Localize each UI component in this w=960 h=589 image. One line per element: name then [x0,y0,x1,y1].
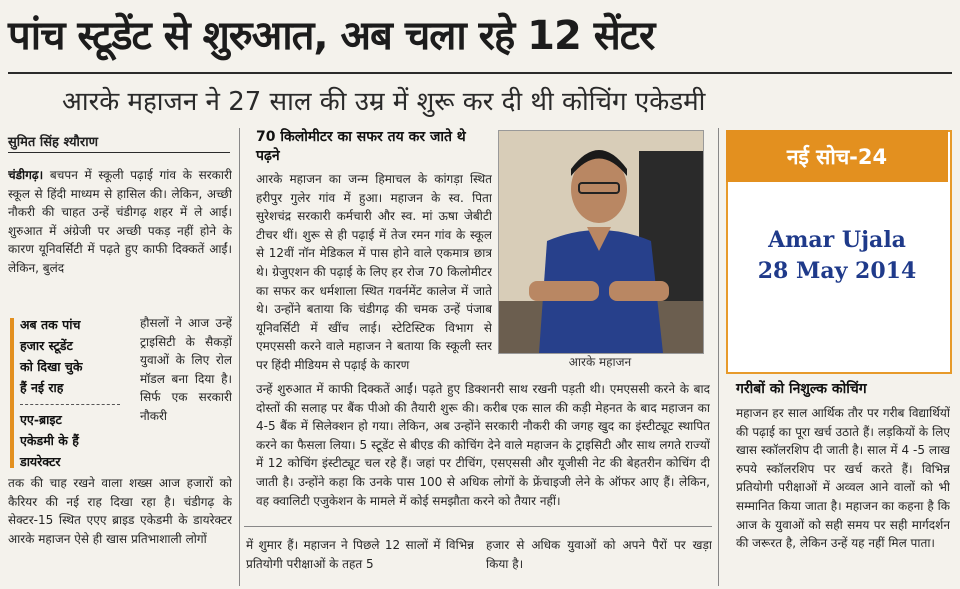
bottom-text-2: हजार से अधिक युवाओं को अपने पैरों पर खड़ा किया है। [486,538,712,571]
source-stamp [728,225,946,287]
section-rule [244,526,712,527]
col1-text: बचपन में स्कूली पढ़ाई गांव के सरकारी स्कूल से हिंदी माध्यम से हासिल की। लेकिन, अच्छी नौकरी की चाहत उन्हें चंडीगढ़ शहर में ले आई। शुरुआत में अंग्रेजी पर अच्छी पकड़ नहीं होने के कारण यूनिवर्सिटी में पढ़ते हुए काफी दिक्कतें आईं। लेकिन, बुलंद [8,168,232,275]
pullquote-line: एकेडमी के हैं [20,433,79,448]
pullquote [20,314,124,472]
pullquote-line: डायरेक्टर [20,454,61,469]
portrait-photo [498,130,704,354]
col2-text: आरके महाजन का जन्म हिमाचल के कांगड़ा स्थित हरीपुर गुलेर गांव में हुआ। महाजन के स्व. पिता सुरेशचंद्र सरकारी कर्मचारी और स्व. मां ऊषा जेबीटी टीचर थीं। शुरू से ही पढ़ाई में तेज रमन गांव के स्कूल से 12वीं नॉन मेडिकल में पास होने वाले एकमात्र छात्र थे। ग्रेजुएशन की पढ़ाई के लिए हर रोज 70 किलोमीटर का सफर कर धर्मशाला स्थित गवर्नमेंट कालेज में जाते थे। उन्होंने बताया कि चंडीगढ़ की चमक उन्हें पंजाब यूनिवर्सिटी में खींच लाई। स्टेटिस्टिक विभाग से एमएससी करने वाले महाजन ने बताया कि स्कूली स्तर पर हिंदी मीडियम से पढ़ाई के कारण [256,172,492,372]
column-rule [239,128,240,586]
photo-caption: आरके महाजन [568,355,632,369]
headline-rule [8,72,952,74]
pullquote-line: एए-ब्राइट [20,412,62,427]
col2-subhead: 70 किलोमीटर का सफर तय कर जाते थे पढ़ने [256,129,466,164]
series-label: नई सोच-24 [726,130,948,182]
source-date: 28 May 2014 [757,258,917,284]
col1-para2: तक की चाह रखने वाला शख्स आज हजारों को कैरियर की नई राह दिखा रहा है। चंडीगढ़ के सेक्टर-15 स्थित एएए ब्राइड एकेडमी के डायरेक्टर आरके महाजन ऐसे ही खास प्रतिभाशाली लोगों [8,476,232,546]
column-rule [718,128,719,586]
col1-side-text: हौसलों ने आज उन्हें ट्राइसिटी के सैकड़ों युवाओं के लिए रोल मॉडल बना दिया है। सिर्फ एक सरकारी नौकरी [140,316,232,423]
byline-rule [8,152,230,153]
headline: पांच स्टूडेंट से शुरुआत, अब चला रहे 12 सेंटर [8,13,655,59]
pullquote-line: हैं नई राह [20,380,64,395]
pullquote-line: हजार स्टूडेंट [20,338,73,353]
pullquote-bar [10,318,14,468]
bottom-text-1: में शुमार हैं। महाजन ने पिछले 12 सालों में विभिन्न प्रतियोगी परीक्षाओं के तहत 5 [246,538,474,571]
pullquote-line: अब तक पांच [20,317,81,332]
col1-para1 [8,166,232,306]
col4-text: महाजन हर साल आर्थिक तौर पर गरीब विद्यार्थियों की पढ़ाई का पूरा खर्च उठाते हैं। लड़कियों के लिए खास स्कॉलरशिप दी जाती है। साल में 4 -5 लाख रुपये स्कॉलरशिप पर खर्च करते हैं। विभिन्न प्रतियोगी परीक्षाओं में अव्वल आने वालों को भी सम्मानित किया जाता है। महाजन का कहना है कि आज के युवाओं को सही समय पर सही मार्गदर्शन की जरूरत है, लेकिन उन्हें यह नहीं मिल पाता। [736,406,950,551]
wide-text: उन्हें शुरुआत में काफी दिक्कतें आईं। पढ़ते हुए डिक्शनरी साथ रखनी पड़ती थी। एमएससी करने के बाद दोस्तों की सलाह पर बैंक पीओ की तैयारी शुरू की। करीब एक साल की कड़ी मेहनत के बाद महाजन का 4-5 बैंक में सिलेक्शन हो गया। लेकिन, अब उन्होंने सरकारी नौकरी की जगह खुद का इंस्टीट्यूट स्थापित करने का फैसला लिया। 5 स्टूडेंट से बीएड की कोचिंग देने वाले महाजन के ट्राइसिटी और साथ लगते राज्यों में 12 कोचिंग इंस्टीट्यूट चल रहे हैं। जहां पर टीचिंग, एसएससी और यूजीसी नेट की बेहतरीन कोचिंग दी जाती है। उन्होंने कहा कि उनके पास 100 से अधिक लोगों के फ्रेंचाइजी लेने के ऑफर आए हैं। लेकिन, वह क्वालिटी एजुकेशन के मामले में कोई समझौता करने को तैयार नहीं। [256,382,710,508]
pullquote-line: को दिखा चुके [20,359,83,374]
byline: सुमित सिंह श्यौराण [8,135,98,150]
col4-subhead: गरीबों को निशुल्क कोचिंग [736,381,867,397]
source-publication: Amar Ujala [768,227,906,253]
subheadline: आरके महाजन ने 27 साल की उम्र में शुरू कर दी थी कोचिंग एकेडमी [62,87,706,117]
dateline: चंडीगढ़। [8,168,44,182]
pullquote-divider [20,404,120,405]
portrait-illustration [499,131,703,353]
